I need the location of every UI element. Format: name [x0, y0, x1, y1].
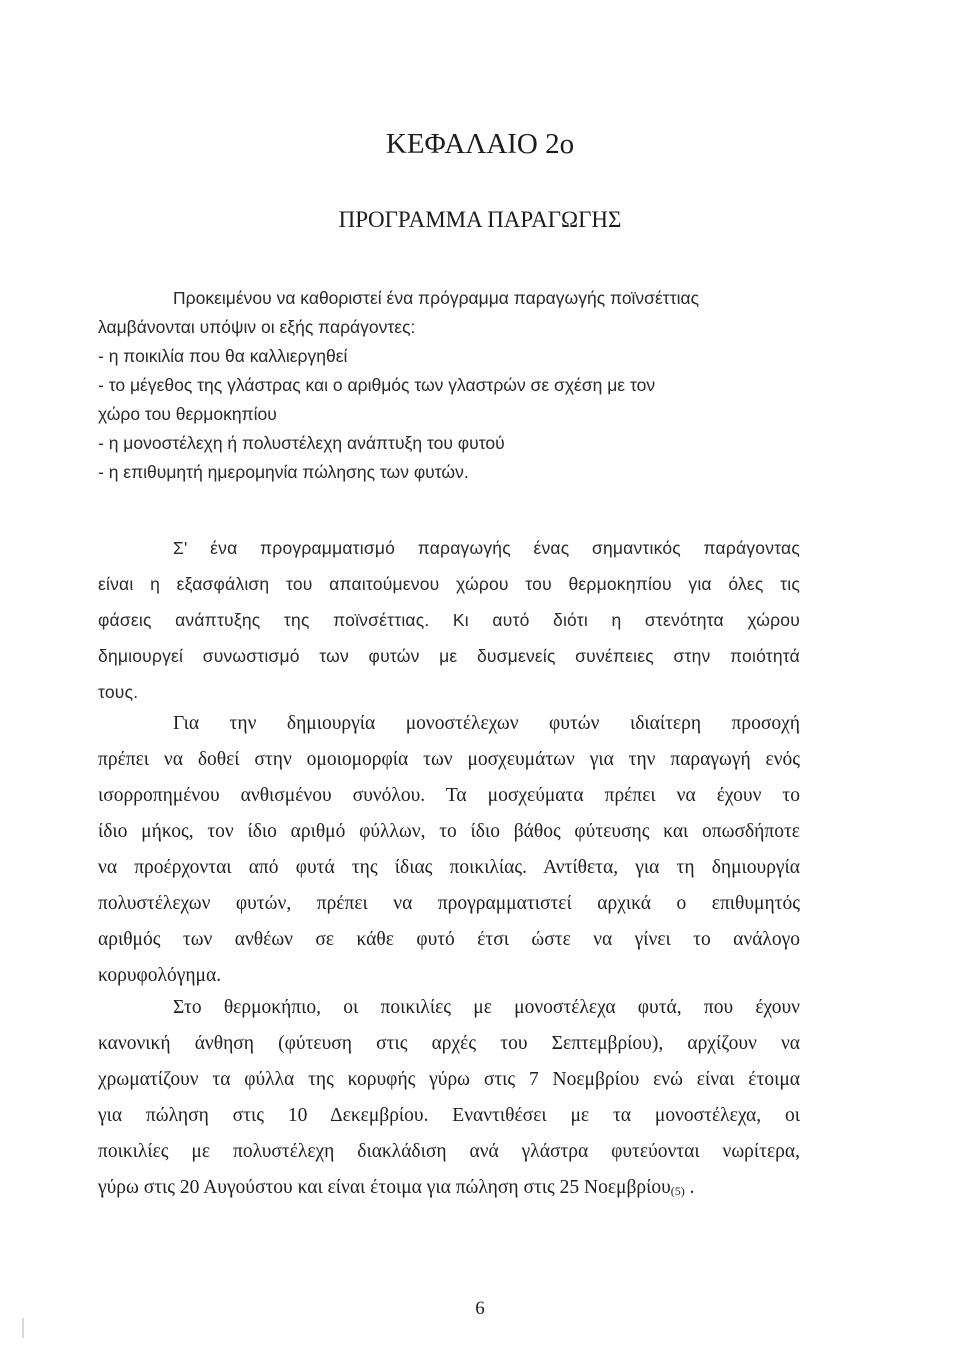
paragraph-line: δημιουργεί συνωστισμό των φυτών με δυσμενείς συνέπειες στην ποιότητά [98, 646, 800, 666]
chapter-title: ΚΕΦΑΛΑΙΟ 2ο [385, 128, 575, 160]
paragraph-line: ίδιο μήκος, τον ίδιο αριθμό φύλλων, το ίδιο βάθος φύτευσης και οπωσδήποτε [98, 821, 800, 842]
paragraph-line: πρέπει να δοθεί στην ομοιομορφία των μοσχευμάτων για την παραγωγή ενός [98, 749, 800, 770]
paragraph-space-requirement [98, 531, 800, 711]
paragraph-line: να προέρχονται από φυτά της ίδιας ποικιλίας. Αντίθετα, για τη δημιουργία [98, 857, 800, 878]
paragraph-single-stem [98, 706, 800, 994]
intro-line: λαμβάνονται υπόψιν οι εξής παράγοντες: [98, 317, 416, 337]
intro-line: Προκειμένου να καθοριστεί ένα πρόγραμμα παραγωγής ποϊνσέττιας [173, 288, 700, 308]
factor-list-item: - η επιθυμητή ημερομηνία πώλησης των φυτών. [98, 462, 469, 482]
page-number: 6 [475, 1298, 485, 1319]
paragraph-greenhouse-schedule [98, 990, 800, 1206]
paragraph-last-line [98, 1170, 800, 1206]
section-title: ΠΡΟΓΡΑΜΜΑ ΠΑΡΑΓΩΓΗΣ [338, 207, 622, 232]
paragraph-line: είναι η εξασφάλιση του απαιτούμενου χώρου του θερμοκηπίου για όλες τις [98, 574, 800, 594]
paragraph-line-text: γύρω στις 20 Αυγούστου και είναι έτοιμα για πώληση στις 25 Νοεμβρίου [98, 1177, 671, 1198]
paragraph-line: ποικιλίες με πολυστέλεχη διακλάδιση ανά γλάστρα φυτεύονται νωρίτερα, [98, 1141, 800, 1162]
paragraph-line: τους. [98, 682, 139, 702]
paragraph-line: κορυφολόγημα. [98, 965, 222, 986]
paragraph-line: ισορροπημένου ανθισμένου συνόλου. Τα μοσχεύματα πρέπει να έχουν το [98, 785, 800, 806]
factor-list-item: - η ποικιλία που θα καλλιεργηθεί [98, 346, 348, 366]
paragraph-line: Σ' ένα προγραμματισμό παραγωγής ένας σημαντικός παράγοντας [173, 538, 800, 558]
paragraph-line: Για την δημιουργία μονοστέλεχων φυτών ιδιαίτερη προσοχή [173, 713, 800, 734]
paragraph-line: πολυστέλεχων φυτών, πρέπει να προγραμματιστεί αρχικά ο επιθυμητός [98, 893, 800, 914]
paragraph-line: κανονική άνθηση (φύτευση στις αρχές του Σεπτεμβρίου), αρχίζουν να [98, 1033, 800, 1054]
factor-list-item: - η μονοστέλεχη ή πολυστέλεχη ανάπτυξη του φυτού [98, 433, 505, 453]
paragraph-line: Στο θερμοκήπιο, οι ποικιλίες με μονοστέλεχα φυτά, που έχουν [173, 997, 800, 1018]
final-period: . [684, 1177, 695, 1198]
paragraph-line: χρωματίζουν τα φύλλα της κορυφής γύρω στις 7 Νοεμβρίου ενώ είναι έτοιμα [98, 1069, 800, 1090]
factor-list-item: χώρο του θερμοκηπίου [98, 404, 277, 424]
paragraph-line: φάσεις ανάπτυξης της ποϊνσέττιας. Κι αυτό διότι η στενότητα χώρου [98, 610, 800, 630]
citation-reference: (5) [670, 1184, 685, 1198]
intro-paragraph [98, 284, 800, 487]
paragraph-line: για πώληση στις 10 Δεκεμβρίου. Εναντιθέσει με τα μονοστέλεχα, οι [98, 1105, 800, 1126]
factor-list-item: - το μέγεθος της γλάστρας και ο αριθμός των γλαστρών σε σχέση με τον [98, 375, 656, 395]
scan-edge-mark [22, 1318, 24, 1338]
paragraph-line: αριθμός των ανθέων σε κάθε φυτό έτσι ώστε να γίνει το ανάλογο [98, 929, 800, 950]
